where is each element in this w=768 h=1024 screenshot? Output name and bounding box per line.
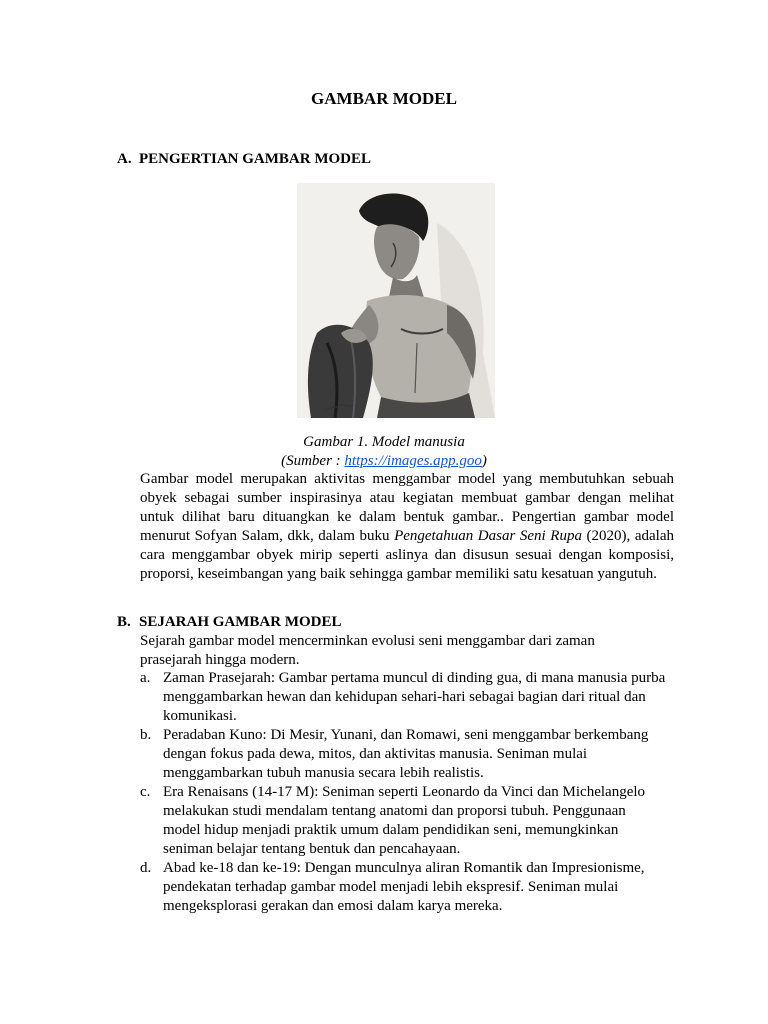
book-title: Pengetahuan Dasar Seni Rupa (394, 528, 582, 544)
section-b-heading (117, 613, 342, 632)
list-item (140, 726, 666, 783)
figure-model-drawing (297, 183, 495, 418)
list-item-text: Zaman Prasejarah: Gambar pertama muncul di dinding gua, di mana manusia purba menggambarkan hewan dan kehidupan sehari-hari sebagai bagian dari ritual dan komunikasi. (163, 670, 666, 724)
list-item-text: Abad ke-18 dan ke-19: Dengan munculnya aliran Romantik dan Impresionisme, pendekatan terhadap gambar model menjadi lebih ekspresif. Seniman mulai mengeksplorasi gerakan dan emosi dalam karya mereka. (163, 860, 645, 914)
section-b-title: SEJARAH GAMBAR MODEL (139, 614, 342, 630)
history-list (140, 669, 666, 916)
figure-caption: Gambar 1. Model manusia (303, 434, 465, 450)
charcoal-figure-sketch-icon (297, 183, 495, 418)
section-b-letter: B. (117, 614, 131, 630)
figure-source (0, 452, 768, 471)
list-item (140, 859, 666, 916)
section-a-heading (117, 150, 371, 169)
list-marker: b. (140, 727, 152, 743)
section-a-title: PENGERTIAN GAMBAR MODEL (139, 151, 371, 167)
list-item (140, 669, 666, 726)
section-a-paragraph-part-1: Gambar model merupakan aktivitas menggambar model yang membutuhkan sebuah obyek sebagai sumber inspirasinya atau kegiatan membuat gambar dengan melihat untuk dilihat baru dituangkan ke dalam bentuk gambar.. Pengertian gambar model menurut Sofyan Salam, dkk, dalam buku (140, 471, 674, 544)
list-item-text: Era Renaisans (14-17 M): Seniman seperti Leonardo da Vinci dan Michelangelo melakukan studi mendalam tentang anatomi dan proporsi tubuh. Penggunaan model hidup menjadi praktik umum dalam pendidikan seni, memungkinkan seniman belajar tentang bentuk dan pencahayaan. (163, 784, 646, 857)
section-a-paragraph (140, 470, 674, 584)
list-item (140, 783, 666, 859)
list-marker: d. (140, 860, 152, 876)
list-item-text: Peradaban Kuno: Di Mesir, Yunani, dan Romawi, seni menggambar berkembang dengan fokus pada dewa, mitos, dan aktivitas manusia. Seniman mulai menggambarkan tubuh manusia secara lebih realistis. (163, 727, 649, 781)
figure-source-link[interactable]: https://images.app.goo (344, 453, 482, 469)
section-a-letter: A. (117, 151, 132, 167)
figure-source-suffix: ) (481, 453, 487, 469)
section-b-intro: Sejarah gambar model mencerminkan evolusi seni menggambar dari zaman prasejarah hingga modern. (140, 633, 595, 668)
document-title: GAMBAR MODEL (311, 89, 457, 108)
list-marker: c. (140, 784, 151, 800)
section-a-paragraph-part-2: (2020), adalah cara menggambar obyek mirip seperti aslinya dan disusun sesuai dengan komposisi, proporsi, keseimbangan yang baik sehingga gambar memiliki satu kesatuan yangutuh. (140, 528, 674, 582)
list-marker: a. (140, 670, 151, 686)
figure-source-prefix: (Sumber : (281, 453, 345, 469)
